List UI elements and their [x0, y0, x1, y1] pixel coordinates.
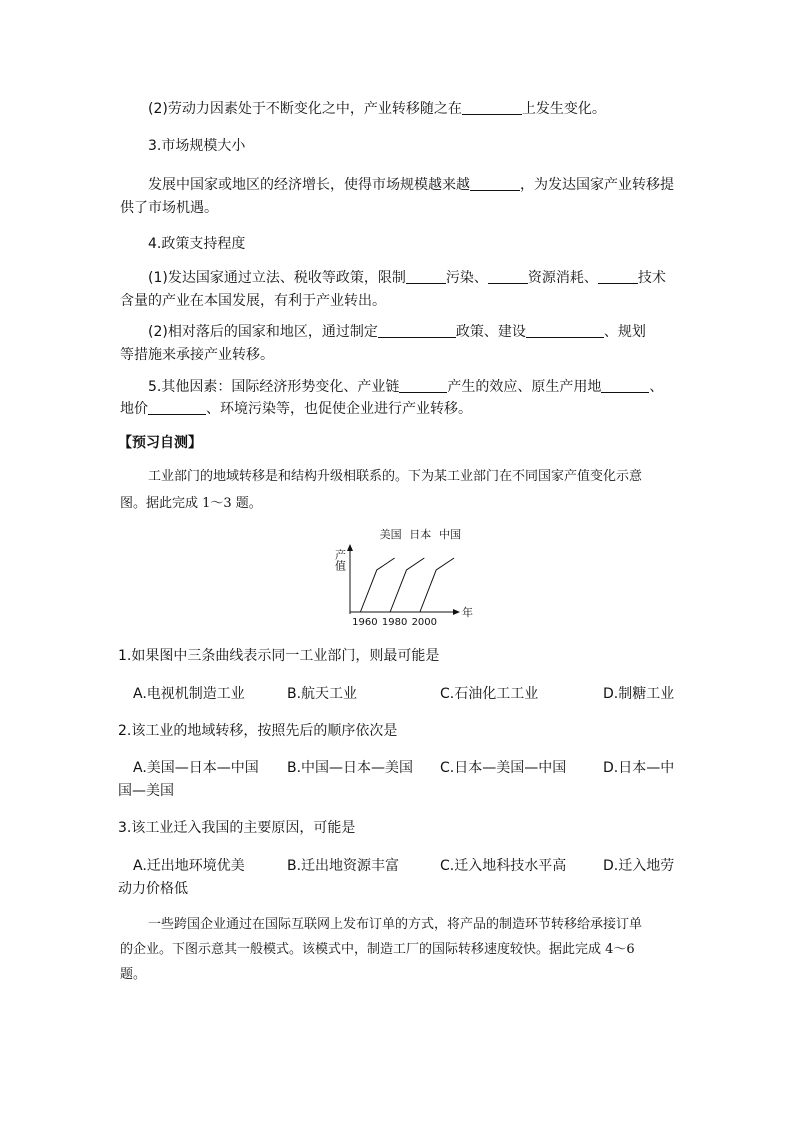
- fill-blank[interactable]: [148, 400, 206, 415]
- x-tick-label: 1960: [352, 617, 378, 628]
- question-2-option-b[interactable]: B.中国—日本—美国: [287, 760, 414, 776]
- question-2-stem: 2.该工业的地域转移，按照先后的顺序依次是: [118, 723, 398, 739]
- series-line: [390, 558, 424, 612]
- series-line: [420, 558, 454, 612]
- series-label: 中国: [439, 528, 462, 541]
- fill-blank[interactable]: [601, 378, 649, 393]
- question-2-option-d-wrap: 国—美国: [118, 783, 174, 799]
- section-5-line-1: 5.其他因素：国际经济形势变化、产业链 产生的效应、原生产用地 、: [148, 379, 664, 395]
- question-1-option-b[interactable]: B.航天工业: [287, 686, 358, 702]
- series-label: 日本: [409, 528, 432, 541]
- intro-1-line-1: 工业部门的地域转移是和结构升级相联系的。下为某工业部门在不同国家产值变化示意: [148, 469, 643, 484]
- section-4-title: 4.政策支持程度: [148, 236, 246, 252]
- y-axis-label: 产值: [333, 549, 347, 571]
- intro-2-line-2: 的企业。下图示意其一般模式。该模式中，制造工厂的国际转移速度较快。据此完成 4～6: [120, 942, 635, 957]
- fill-blank[interactable]: [526, 323, 604, 338]
- fill-blank[interactable]: [399, 378, 447, 393]
- question-1-stem: 1.如果图中三条曲线表示同一工业部门，则最可能是: [118, 648, 440, 664]
- question-3-stem: 3.该工业迁入我国的主要原因，可能是: [118, 820, 356, 836]
- series-line: [360, 558, 394, 612]
- question-3-option-d[interactable]: D.迁入地劳: [603, 858, 675, 874]
- section-4-item-2: (2)相对落后的国家和地区，通过制定 政策、建设 、规划: [148, 324, 646, 340]
- section-5-line-2: 地价 、环境污染等，也促使企业进行产业转移。: [120, 401, 472, 417]
- intro-1-line-2: 图。据此完成 1～3 题。: [120, 496, 262, 511]
- section-4-item-2-cont: 等措施来承接产业转移。: [120, 347, 274, 363]
- section-3-paragraph-cont: 供了市场机遇。: [120, 200, 218, 216]
- section-4-item-1-cont: 含量的产业在本国发展，有利于产业转出。: [120, 293, 386, 309]
- intro-2-line-1: 一些跨国企业通过在国际互联网上发布订单的方式，将产品的制造环节转移给承接订单: [148, 917, 643, 932]
- fill-blank[interactable]: [406, 269, 446, 284]
- fill-blank[interactable]: [470, 176, 520, 191]
- section-2-item-2: (2)劳动力因素处于不断变化之中，产业转移随之在 上发生变化。: [148, 101, 606, 117]
- question-2-option-d[interactable]: D.日本—中: [603, 760, 675, 776]
- section-4-item-1: (1)发达国家通过立法、税收等政策，限制 污染、 资源消耗、 技术: [148, 270, 666, 286]
- question-1-option-c[interactable]: C.石油化工工业: [440, 686, 539, 702]
- question-3-option-c[interactable]: C.迁入地科技水平高: [440, 858, 567, 874]
- question-3-option-b[interactable]: B.迁出地资源丰富: [287, 858, 400, 874]
- series-label: 美国: [379, 528, 402, 541]
- x-axis-label: 年: [462, 606, 473, 619]
- fill-blank[interactable]: [598, 269, 638, 284]
- intro-2-line-3: 题。: [120, 967, 147, 982]
- x-tick-label: 2000: [411, 617, 438, 628]
- industry-output-chart: [330, 524, 473, 628]
- x-tick-label: 1980: [381, 617, 408, 628]
- fill-blank[interactable]: [488, 269, 528, 284]
- fill-blank[interactable]: [462, 100, 522, 115]
- question-1-option-d[interactable]: D.制糖工业: [603, 686, 675, 702]
- preview-heading: 【预习自测】: [118, 435, 202, 451]
- x-axis-arrow: [453, 609, 460, 615]
- question-2-option-c[interactable]: C.日本—美国—中国: [440, 760, 567, 776]
- fill-blank[interactable]: [378, 323, 456, 338]
- question-3-option-d-wrap: 动力价格低: [118, 881, 188, 897]
- y-axis-arrow: [347, 544, 353, 551]
- question-2-option-a[interactable]: A.美国—日本—中国: [133, 760, 259, 776]
- question-3-option-a[interactable]: A.迁出地环境优美: [133, 858, 245, 874]
- question-1-option-a[interactable]: A.电视机制造工业: [133, 686, 245, 702]
- section-3-paragraph: 发展中国家或地区的经济增长，使得市场规模越来越 ，为发达国家产业转移提: [148, 177, 674, 193]
- section-3-title: 3.市场规模大小: [148, 138, 246, 154]
